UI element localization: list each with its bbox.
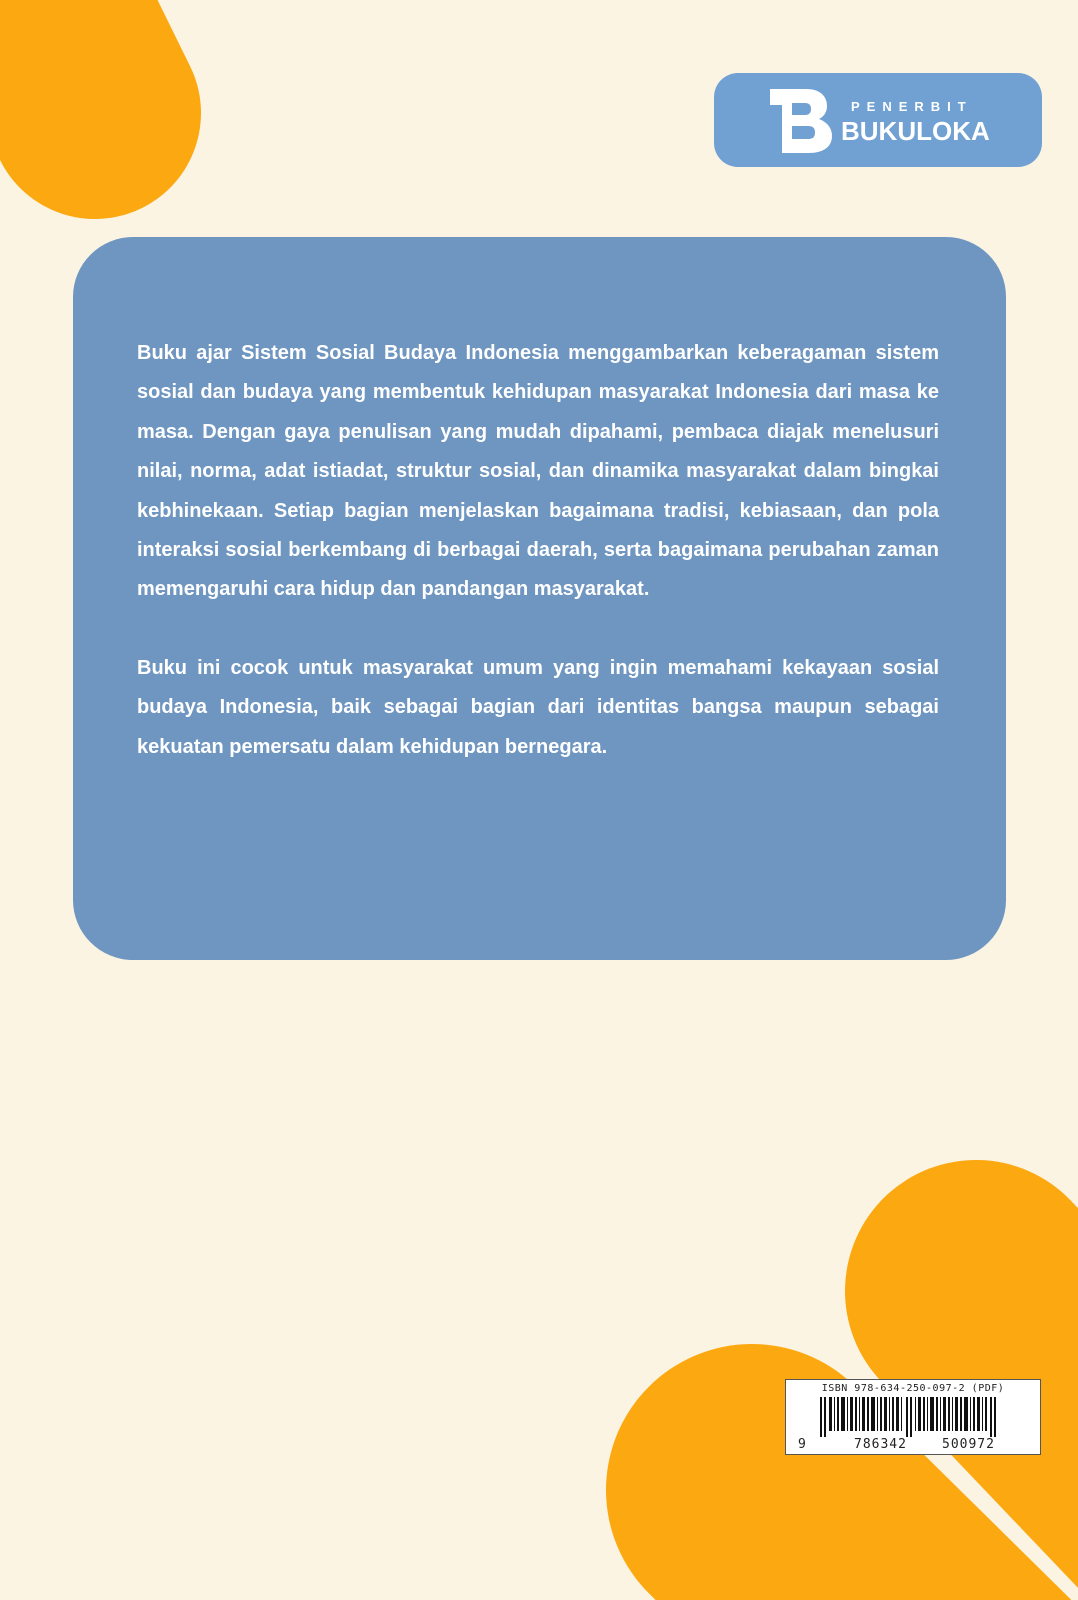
isbn-barcode-box — [785, 1379, 1041, 1455]
isbn-digit-first: 9 — [798, 1437, 806, 1452]
bottom-center-orange-capsule — [752, 1490, 975, 1600]
top-left-orange-capsule — [0, 0, 95, 113]
isbn-digits-left: 786342 — [854, 1437, 907, 1452]
publisher-prefix: PENERBIT — [851, 99, 973, 114]
summary-paragraph-1: Buku ajar Sistem Sosial Budaya Indonesia menggambarkan keberagaman sistem sosial dan budaya yang membentuk kehidupan masyarakat Indonesia dari masa ke masa. Dengan gaya penulisan yang mudah dipahami, pembaca diajak menelusuri nilai, norma, adat istiadat, struktur sosial, dan dinamika masyarakat dalam bingkai kebhinekaan. Setiap bagian menjelaskan bagaimana tradisi, kebiasaan, dan pola interaksi sosial berkembang di berbagai daerah, serta bagaimana perubahan zaman memengaruhi cara hidup dan pandangan masyarakat. — [137, 342, 939, 601]
summary-paragraph-2: Buku ini cocok untuk masyarakat umum yang ingin memahami kekayaan sosial budaya Indonesia, baik sebagai bagian dari identitas bangsa maupun sebagai kekuatan pemersatu dalam kehidupan bernegara. — [137, 656, 939, 758]
isbn-label: ISBN 978-634-250-097-2 (PDF) — [821, 1383, 1005, 1394]
publisher-name: BUKULOKA — [841, 116, 990, 146]
book-summary-card — [73, 237, 1006, 960]
publisher-logo-badge — [714, 73, 1042, 167]
barcode-icon — [820, 1397, 1000, 1437]
isbn-digits-right: 500972 — [942, 1437, 995, 1452]
book-summary-text — [137, 334, 939, 806]
publisher-b-icon — [770, 89, 834, 153]
